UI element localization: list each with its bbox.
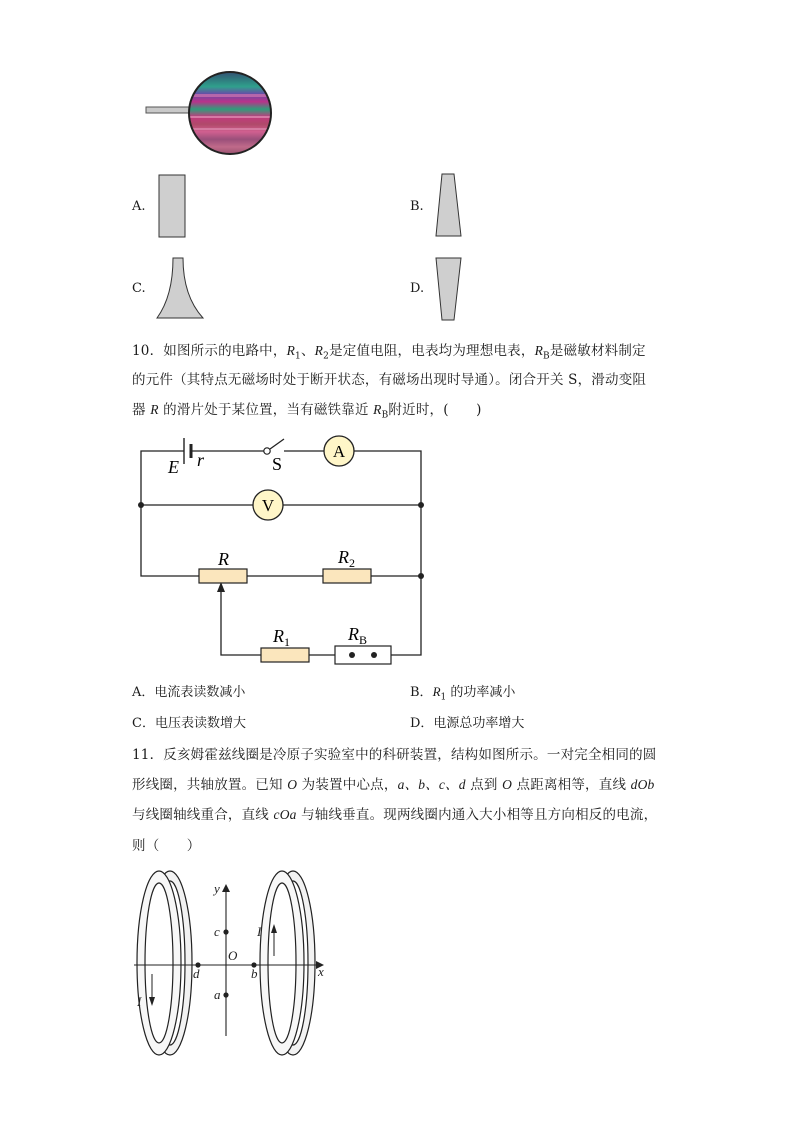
q9-option-d-shape: [434, 256, 464, 324]
point-c: [223, 929, 228, 934]
right-current-label: I: [257, 924, 262, 939]
r2-label: $R_2$: [338, 547, 355, 570]
point-b-label: b: [251, 966, 258, 981]
magneto-resistor-rb: [335, 646, 391, 664]
q11-coil-diagram: [130, 866, 340, 1066]
q10-option-b: B．$R_1$ 的功率减小: [410, 684, 516, 703]
point-c-label: c: [214, 924, 220, 939]
emf-label: E: [168, 457, 179, 477]
rheostat-r: [199, 569, 247, 583]
rheostat-label: R: [218, 549, 229, 569]
q9-option-d-label: D.: [410, 281, 425, 296]
ring-handle: [146, 107, 194, 113]
point-d-label: d: [193, 966, 200, 981]
q9-option-c-label: C.: [132, 281, 146, 296]
switch-label: S: [272, 454, 283, 474]
junction-node: [138, 502, 144, 508]
junction-node: [418, 502, 424, 508]
q10-line-1: 10．如图所示的电路中，$R_1$、$R_2$是定值电阻，电表均为理想电表，$R_B$是磁敏材料制定: [132, 343, 646, 362]
q10-line-2: 的元件（其特点无磁场时处于断开状态，有磁场出现时导通）。闭合开关 S，滑动变阻: [132, 372, 647, 388]
q10-option-c: C．电压表读数增大: [132, 716, 246, 731]
q10-option-d: D．电源总功率增大: [410, 716, 525, 731]
q9-option-a-label: A.: [132, 199, 146, 214]
point-a: [223, 992, 228, 997]
left-current-label: I: [137, 994, 142, 1009]
q11-line-2: 形线圈，共轴放置。已知 O 为装置中心点，a、b、c、d 点到 O 点距离相等，直线 dOb: [132, 777, 655, 793]
q10-option-a: A．电流表读数减小: [132, 685, 246, 700]
q9-option-a-shape: [158, 173, 188, 239]
resistor-r1: [261, 648, 309, 662]
q11-line-3: 与线圈轴线重合，直线 cOa 与轴线垂直。现两线圈内通入大小相等且方向相反的电流，: [132, 807, 658, 823]
q11-line-1: 11．反亥姆霍兹线圈是冷原子实验室中的科研装置，结构如图所示。一对完全相同的圆: [132, 747, 657, 763]
q9-option-b-shape: [434, 172, 464, 240]
y-axis-arrow: [222, 884, 230, 892]
ammeter-label: A: [332, 442, 346, 461]
soap-film: [180, 66, 280, 160]
rb-contact-dot: [371, 652, 377, 658]
resistor-r2: [323, 569, 371, 583]
origin-label: O: [228, 948, 238, 963]
q9-option-c-shape: [153, 256, 207, 322]
q11-line-4: 则（ ）: [132, 838, 201, 854]
y-axis-label: y: [214, 881, 220, 896]
r1-label: $R_1$: [273, 626, 290, 649]
rb-label: $R_B$: [348, 624, 368, 647]
soap-film-figure: [140, 66, 280, 160]
x-axis-label: x: [318, 964, 324, 979]
point-a-label: a: [214, 987, 221, 1002]
q10-circuit-diagram: [128, 432, 438, 668]
voltmeter-label: V: [261, 496, 275, 515]
switch-terminal: [264, 448, 270, 454]
q10-line-3: 器 R 的滑片处于某位置，当有磁铁靠近 $R_B$附近时，( ): [132, 402, 482, 421]
q9-option-b-label: B.: [410, 199, 424, 214]
internal-resistance-label: r: [197, 450, 205, 470]
junction-node: [418, 573, 424, 579]
rb-contact-dot: [349, 652, 355, 658]
